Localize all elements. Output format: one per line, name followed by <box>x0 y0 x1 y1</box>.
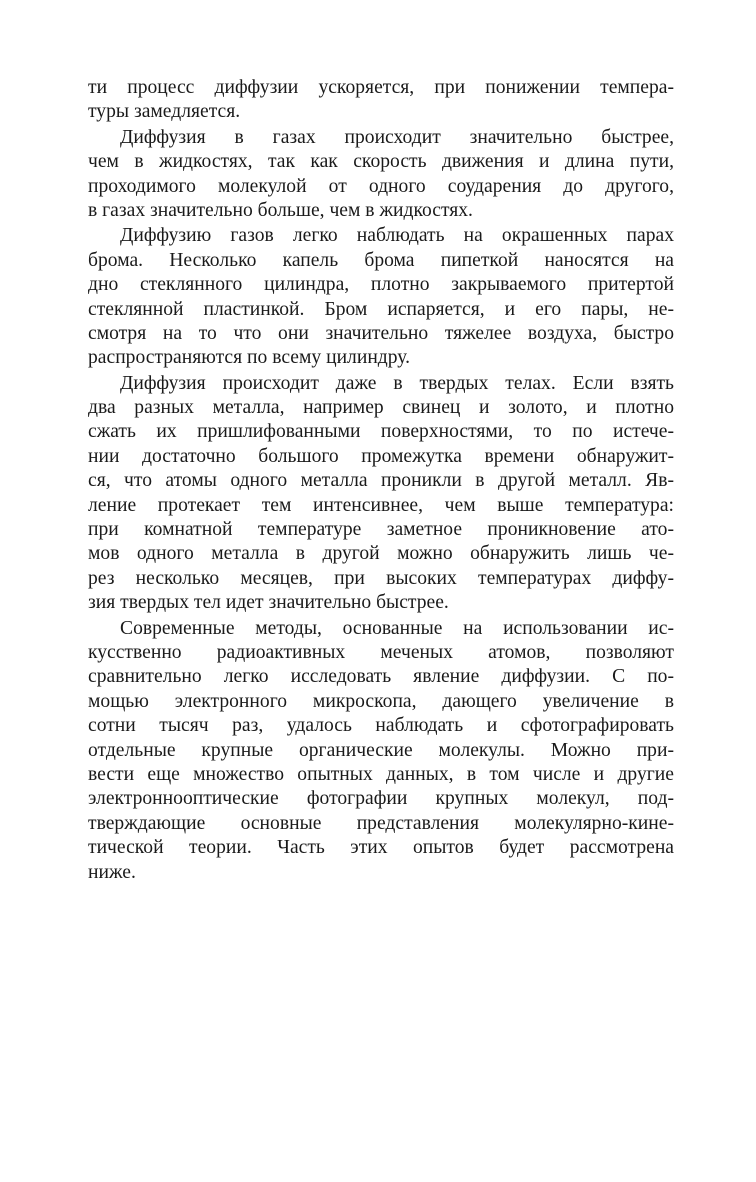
text-line: Современные методы, основанные на использовании ис- <box>120 617 674 639</box>
text-line: зия твердых тел идет значительно быстрее. <box>88 592 449 614</box>
text-line: мощью электронного микроскопа, дающего увеличение в <box>88 690 674 712</box>
text-line: тической теории. Часть этих опытов будет рассмотрена <box>88 837 674 859</box>
text-line: чем в жидкостях, так как скорость движения и длина пути, <box>88 151 674 173</box>
text-line: Диффузия в газах происходит значительно быстрее, <box>120 126 674 148</box>
paragraph-3 <box>88 224 674 370</box>
text-line: ниже. <box>88 861 136 883</box>
text-line: кусственно радиоактивных меченых атомов, позволяют <box>88 641 674 663</box>
text-line: в газах значительно больше, чем в жидкостях. <box>88 199 473 221</box>
text-line: смотря на то что они значительно тяжелее воздуха, быстро <box>88 322 674 344</box>
text-line: сравнительно легко исследовать явление диффузии. С по- <box>88 666 674 688</box>
text-line: отдельные крупные органические молекулы. Можно при- <box>88 739 674 761</box>
text-line: дно стеклянного цилиндра, плотно закрываемого притертой <box>88 274 674 296</box>
text-line: ся, что атомы одного металла проникли в другой металл. Яв- <box>88 470 674 492</box>
text-line: при комнатной температуре заметное проникновение ато- <box>88 519 674 541</box>
paragraph-4 <box>88 372 674 616</box>
paragraph-5 <box>88 617 674 885</box>
text-line: электроннооптические фотографии крупных молекул, под- <box>88 788 674 810</box>
text-line: нии достаточно большого промежутка времени обнаружит- <box>88 445 674 467</box>
text-line: ти процесс диффузии ускоряется, при понижении темпера- <box>88 77 674 98</box>
text-line: мов одного металла в другой можно обнаружить лишь че- <box>88 543 674 565</box>
text-line: брома. Несколько капель брома пипеткой наносятся на <box>88 249 674 271</box>
text-line: тверждающие основные представления молекулярно-кине- <box>88 812 674 834</box>
text-line: Диффузию газов легко наблюдать на окрашенных парах <box>120 225 674 247</box>
page-text <box>88 76 674 885</box>
text-line: сотни тысяч раз, удалось наблюдать и сфотографировать <box>88 715 674 737</box>
text-line: туры замедляется. <box>88 101 241 123</box>
text-line: стеклянной пластинкой. Бром испаряется, и его пары, не- <box>88 298 674 320</box>
text-line: распространяются по всему цилиндру. <box>88 347 411 369</box>
text-line: проходимого молекулой от одного соударения до другого, <box>88 175 674 197</box>
text-line: Диффузия происходит даже в твердых телах. Если взять <box>120 372 674 394</box>
text-line: вести еще множество опытных данных, в том числе и другие <box>88 763 674 785</box>
text-line: сжать их пришлифованными поверхностями, то по истече- <box>88 421 674 443</box>
paragraph-2 <box>88 126 674 224</box>
text-line: ление протекает тем интенсивнее, чем выше температура: <box>88 494 674 516</box>
text-line: рез несколько месяцев, при высоких температурах диффу- <box>88 567 674 589</box>
text-line: два разных металла, например свинец и золото, и плотно <box>88 397 674 419</box>
paragraph-1 <box>88 76 674 125</box>
